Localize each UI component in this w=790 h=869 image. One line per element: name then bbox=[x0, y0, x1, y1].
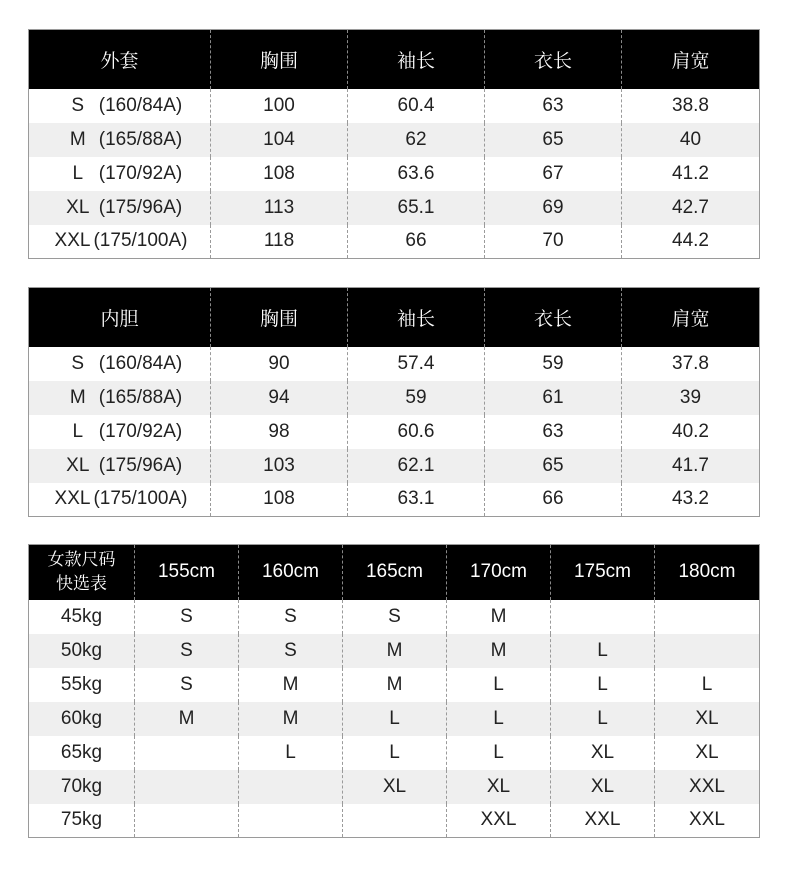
size-cell bbox=[135, 736, 239, 770]
size-cell: XXL bbox=[655, 770, 760, 804]
size-cell bbox=[29, 191, 211, 225]
size-cell: M bbox=[135, 702, 239, 736]
size-cell: XXL bbox=[655, 804, 760, 838]
size-spec: (165/88A) bbox=[98, 128, 183, 150]
size-cell: L bbox=[239, 736, 343, 770]
shoulder-value: 37.8 bbox=[622, 347, 760, 381]
sleeve-value: 60.4 bbox=[348, 89, 485, 123]
header-row bbox=[29, 288, 760, 347]
size-cell: M bbox=[343, 634, 447, 668]
table-row bbox=[29, 225, 760, 259]
table-row bbox=[29, 347, 760, 381]
sleeve-value: 59 bbox=[348, 381, 485, 415]
quick-size-table bbox=[28, 544, 760, 838]
table-row bbox=[29, 415, 760, 449]
size-spec: (160/84A) bbox=[98, 94, 183, 116]
size-cell bbox=[655, 600, 760, 634]
header-sleeve: 袖长 bbox=[348, 288, 485, 347]
header-height: 160cm bbox=[239, 545, 343, 600]
shoulder-value: 43.2 bbox=[622, 483, 760, 517]
size-cell bbox=[29, 157, 211, 191]
weight-cell: 75kg bbox=[29, 804, 135, 838]
length-value: 66 bbox=[485, 483, 622, 517]
header-sleeve: 袖长 bbox=[348, 30, 485, 89]
size-cell: S bbox=[343, 600, 447, 634]
size-label: M bbox=[69, 386, 86, 408]
size-spec: (175/100A) bbox=[93, 488, 188, 510]
header-height: 180cm bbox=[655, 545, 760, 600]
sleeve-value: 60.6 bbox=[348, 415, 485, 449]
shoulder-value: 41.2 bbox=[622, 157, 760, 191]
sleeve-value: 62.1 bbox=[348, 449, 485, 483]
size-cell bbox=[29, 449, 211, 483]
size-cell bbox=[551, 600, 655, 634]
sleeve-value: 57.4 bbox=[348, 347, 485, 381]
table-row bbox=[29, 770, 760, 804]
chest-value: 108 bbox=[211, 157, 348, 191]
size-spec: (165/88A) bbox=[98, 386, 183, 408]
size-cell: L bbox=[551, 668, 655, 702]
table-row bbox=[29, 634, 760, 668]
table-row bbox=[29, 191, 760, 225]
size-cell: L bbox=[447, 668, 551, 702]
size-cell: S bbox=[135, 600, 239, 634]
chest-value: 100 bbox=[211, 89, 348, 123]
length-value: 65 bbox=[485, 123, 622, 157]
shoulder-value: 39 bbox=[622, 381, 760, 415]
size-cell: M bbox=[239, 702, 343, 736]
table-row bbox=[29, 736, 760, 770]
shoulder-value: 40 bbox=[622, 123, 760, 157]
size-cell: M bbox=[343, 668, 447, 702]
size-cell: L bbox=[447, 736, 551, 770]
size-cell: L bbox=[447, 702, 551, 736]
shoulder-value: 41.7 bbox=[622, 449, 760, 483]
size-spec: (170/92A) bbox=[98, 420, 183, 442]
chest-value: 113 bbox=[211, 191, 348, 225]
header-row bbox=[29, 545, 760, 600]
size-cell: XL bbox=[343, 770, 447, 804]
weight-cell: 50kg bbox=[29, 634, 135, 668]
length-value: 69 bbox=[485, 191, 622, 225]
header-height: 165cm bbox=[343, 545, 447, 600]
shoulder-value: 40.2 bbox=[622, 415, 760, 449]
header-row bbox=[29, 30, 760, 89]
size-cell bbox=[29, 89, 211, 123]
size-cell: XXL bbox=[551, 804, 655, 838]
table-row bbox=[29, 123, 760, 157]
size-cell: M bbox=[447, 600, 551, 634]
table-row bbox=[29, 668, 760, 702]
chest-value: 103 bbox=[211, 449, 348, 483]
length-value: 70 bbox=[485, 225, 622, 259]
header-chest: 胸围 bbox=[211, 30, 348, 89]
size-cell bbox=[343, 804, 447, 838]
weight-cell: 55kg bbox=[29, 668, 135, 702]
header-chest: 胸围 bbox=[211, 288, 348, 347]
size-cell bbox=[135, 804, 239, 838]
header-height: 175cm bbox=[551, 545, 655, 600]
table-row bbox=[29, 157, 760, 191]
length-value: 63 bbox=[485, 89, 622, 123]
jacket-size-table bbox=[28, 29, 760, 259]
size-cell: S bbox=[135, 634, 239, 668]
table-row bbox=[29, 449, 760, 483]
header-length: 衣长 bbox=[485, 288, 622, 347]
size-cell: L bbox=[343, 736, 447, 770]
size-label: XL bbox=[66, 196, 90, 218]
weight-cell: 45kg bbox=[29, 600, 135, 634]
chest-value: 98 bbox=[211, 415, 348, 449]
liner-size-table bbox=[28, 287, 760, 517]
size-cell bbox=[29, 381, 211, 415]
length-value: 65 bbox=[485, 449, 622, 483]
size-cell: S bbox=[239, 634, 343, 668]
header-height: 170cm bbox=[447, 545, 551, 600]
size-cell: S bbox=[135, 668, 239, 702]
size-spec: (160/84A) bbox=[98, 352, 183, 374]
weight-cell: 60kg bbox=[29, 702, 135, 736]
chest-value: 94 bbox=[211, 381, 348, 415]
size-cell bbox=[239, 770, 343, 804]
size-label: XL bbox=[66, 454, 90, 476]
size-cell bbox=[29, 123, 211, 157]
size-cell: L bbox=[551, 702, 655, 736]
length-value: 67 bbox=[485, 157, 622, 191]
table-row bbox=[29, 804, 760, 838]
shoulder-value: 38.8 bbox=[622, 89, 760, 123]
size-label: L bbox=[72, 420, 84, 442]
table-row bbox=[29, 483, 760, 517]
header-garment: 外套 bbox=[29, 30, 211, 89]
size-label: XXL bbox=[54, 230, 91, 252]
header-length: 衣长 bbox=[485, 30, 622, 89]
chest-value: 90 bbox=[211, 347, 348, 381]
size-spec: (175/100A) bbox=[93, 230, 188, 252]
sleeve-value: 63.1 bbox=[348, 483, 485, 517]
sleeve-value: 66 bbox=[348, 225, 485, 259]
table-row bbox=[29, 600, 760, 634]
size-cell bbox=[239, 804, 343, 838]
sleeve-value: 65.1 bbox=[348, 191, 485, 225]
size-cell: M bbox=[447, 634, 551, 668]
size-spec: (175/96A) bbox=[98, 196, 183, 218]
size-label: L bbox=[72, 162, 84, 184]
size-spec: (170/92A) bbox=[98, 162, 183, 184]
header-garment: 内胆 bbox=[29, 288, 211, 347]
sleeve-value: 63.6 bbox=[348, 157, 485, 191]
length-value: 61 bbox=[485, 381, 622, 415]
length-value: 63 bbox=[485, 415, 622, 449]
chest-value: 118 bbox=[211, 225, 348, 259]
size-cell: XL bbox=[551, 770, 655, 804]
size-label: XXL bbox=[54, 488, 91, 510]
table-row bbox=[29, 381, 760, 415]
size-cell bbox=[655, 634, 760, 668]
size-cell: XL bbox=[551, 736, 655, 770]
size-cell bbox=[29, 347, 211, 381]
size-label: M bbox=[69, 128, 86, 150]
size-cell: XL bbox=[655, 702, 760, 736]
size-cell: S bbox=[239, 600, 343, 634]
shoulder-value: 44.2 bbox=[622, 225, 760, 259]
size-cell: XXL bbox=[447, 804, 551, 838]
corner-header bbox=[29, 545, 135, 600]
chest-value: 108 bbox=[211, 483, 348, 517]
weight-cell: 70kg bbox=[29, 770, 135, 804]
length-value: 59 bbox=[485, 347, 622, 381]
shoulder-value: 42.7 bbox=[622, 191, 760, 225]
size-cell bbox=[29, 483, 211, 517]
size-cell bbox=[135, 770, 239, 804]
size-cell: L bbox=[343, 702, 447, 736]
size-label: S bbox=[71, 352, 85, 374]
table-row bbox=[29, 89, 760, 123]
header-shoulder: 肩宽 bbox=[622, 288, 760, 347]
header-height: 155cm bbox=[135, 545, 239, 600]
size-cell: M bbox=[239, 668, 343, 702]
size-label: S bbox=[71, 94, 85, 116]
sleeve-value: 62 bbox=[348, 123, 485, 157]
size-spec: (175/96A) bbox=[98, 454, 183, 476]
size-cell: XL bbox=[447, 770, 551, 804]
size-cell: XL bbox=[655, 736, 760, 770]
table-row bbox=[29, 702, 760, 736]
corner-line-1: 女款尺码 bbox=[47, 550, 116, 570]
chest-value: 104 bbox=[211, 123, 348, 157]
corner-line-2: 快选表 bbox=[56, 574, 107, 594]
weight-cell: 65kg bbox=[29, 736, 135, 770]
size-cell bbox=[29, 225, 211, 259]
size-cell bbox=[29, 415, 211, 449]
header-shoulder: 肩宽 bbox=[622, 30, 760, 89]
size-cell: L bbox=[551, 634, 655, 668]
size-cell: L bbox=[655, 668, 760, 702]
